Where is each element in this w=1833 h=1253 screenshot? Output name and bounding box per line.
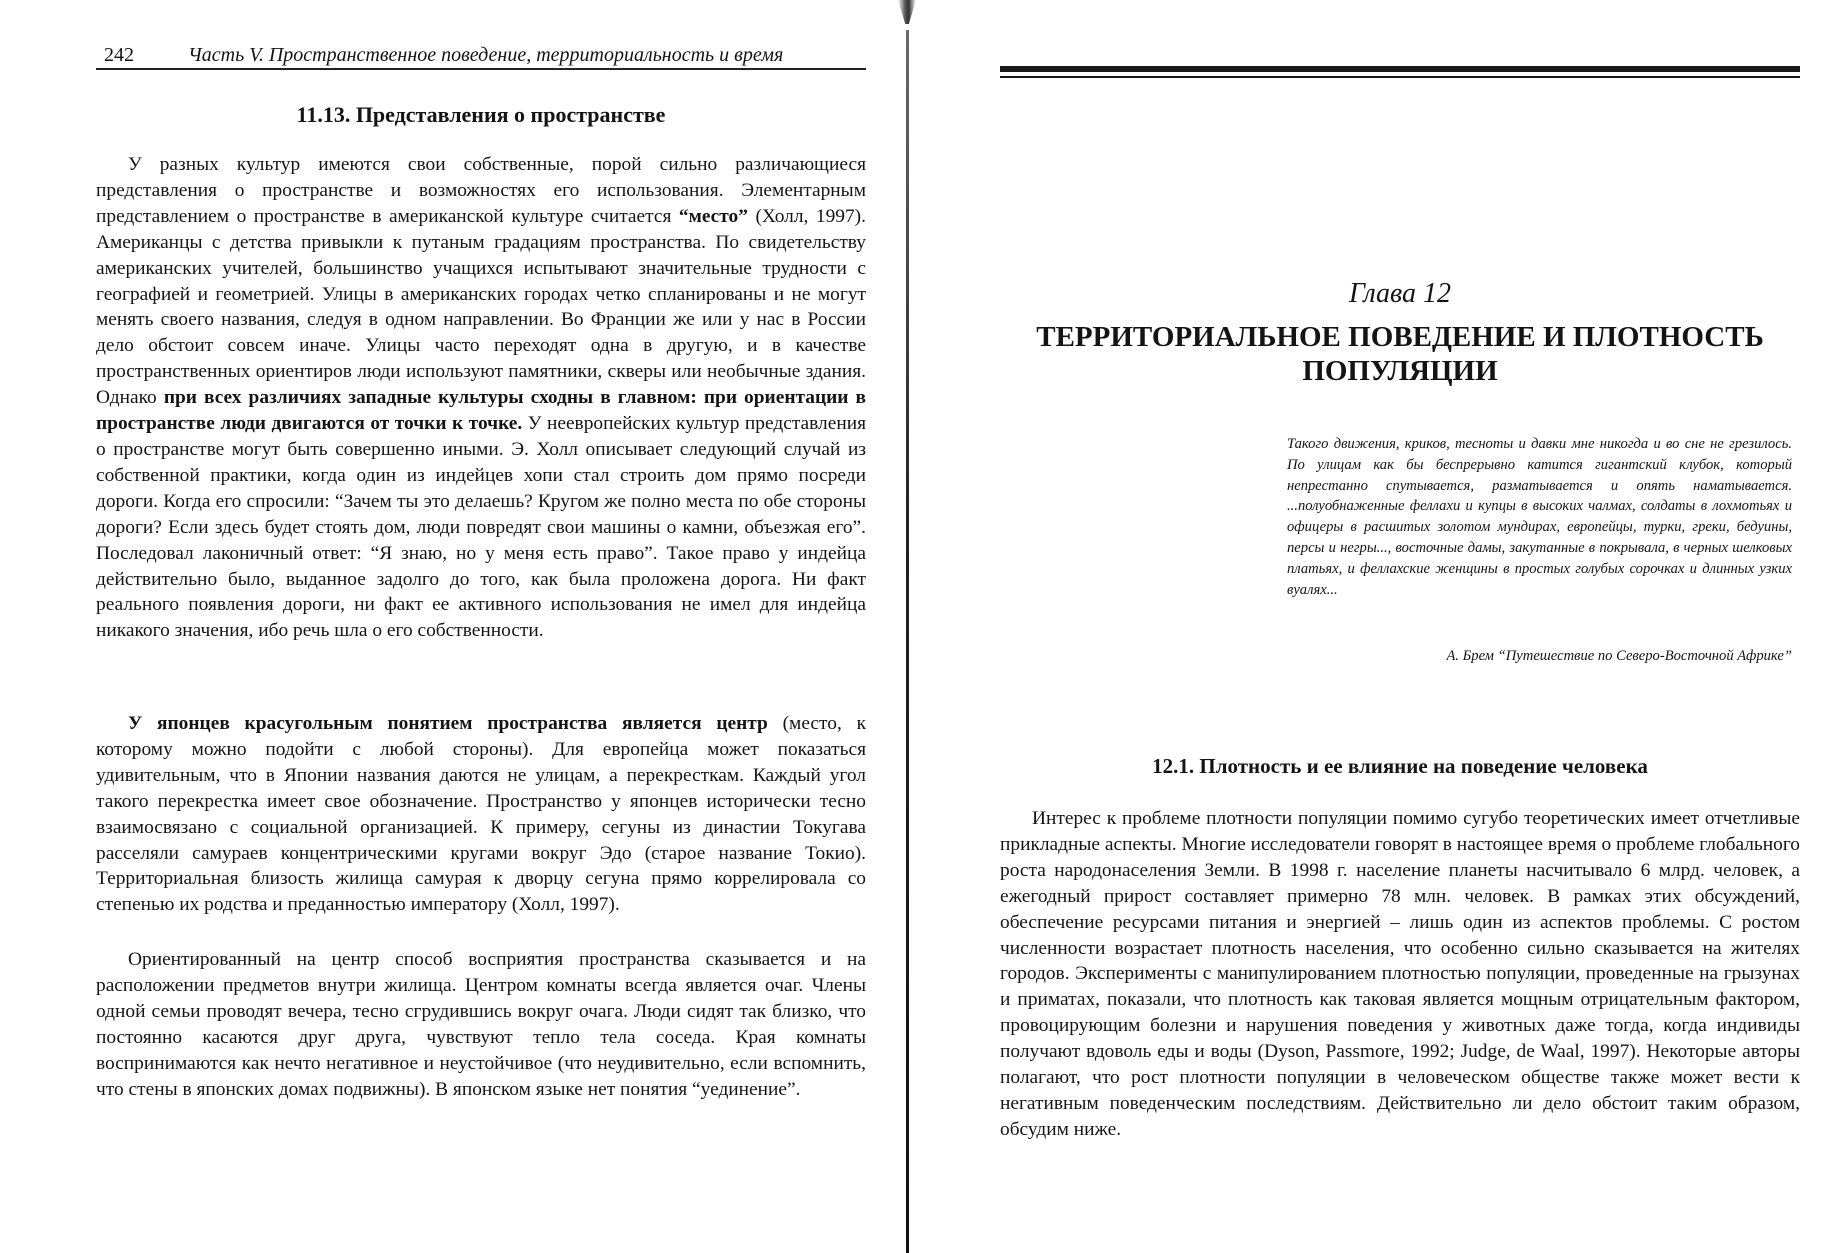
paragraph-text: (Холл, 1997). Американцы с детства привыкли к путаным градациям пространства. По свидетельству американских учителей, большинство учащихся испытывают значительные трудности с географией и геометрией. Улицы в американских городах четко спланированы и не могут менять своего названия, следуя в одном направлении. Во Франции же или у нас в России дело обстоит совсем иначе. Улицы часто переходят одна в другую, и в качестве пространственных ориентиров люди используют памятники, скверы или необычные здания. Однако: [96, 205, 866, 409]
bold-statement: при всех различиях западные культуры сходны в главном: при ориентации в пространстве люди двигаются от точки к точке.: [96, 387, 867, 435]
running-header-title: Часть V. Пространственное поведение, территориальность и время: [188, 44, 784, 66]
epigraph: Такого движения, криков, тесноты и давки мне никогда и во сне не грезилось. По улицам как бы беспрерывно катится гигантский клубок, который непрестанно спутывается, разматывается и опять наматывается. ...полуобнаженные феллахи и купцы в высоких чалмах, солдаты в лохмотьях и офицеры в расшитых золотом мундирах, европейцы, турки, греки, бедуины, персы и негры..., восточные дамы, закутанные в покрывала, в черных шелковых платьях, и феллахские женщины в простых голубых сорочках и длинных узких вуалях...: [1287, 436, 1792, 598]
running-header: [96, 42, 866, 70]
left-page: [0, 0, 905, 1253]
book-spine-gutter: [906, 30, 909, 1253]
body-paragraph-1: [96, 152, 866, 644]
epigraph-source: А. Брем “Путешествие по Северо-Восточной Африке”: [1446, 648, 1792, 664]
body-paragraph-2: [96, 711, 866, 918]
paragraph-text: У неевропейских культур представления о пространстве могут быть совершенно иными. Э. Холл описывает следующий случай из собственной практики, когда один из индейцев хопи стал строить дом прямо посреди дороги. Когда его спросили: “Зачем ты это делаешь? Кругом же полно места по обе стороны дороги? Если здесь будет стоять дом, люди повредят свои машины о камни, объезжая его”. Последовал лаконичный ответ: “Я знаю, но у меня есть право”. Такое право у индейца действительно было, выданное задолго до того, как была проложена дорога. Ни факт реального появления дороги, ни факт ее активного использования не имел для индейца никакого значения, ибо речь шла о его собственности.: [96, 413, 866, 642]
chapter-title-line-2: ПОПУЛЯЦИИ: [1302, 355, 1498, 387]
chapter-title-line-1: ТЕРРИТОРИАЛЬНОЕ ПОВЕДЕНИЕ И ПЛОТНОСТЬ: [1036, 321, 1764, 353]
top-rule-thin: [1000, 76, 1800, 78]
body-paragraph-3: Ориентированный на центр способ восприятия пространства сказывается и на расположении предметов внутри жилища. Центром комнаты всегда является очаг. Члены одной семьи проводят вечера, тесно сгрудившись вокруг очага. Люди сидят так близко, что постоянно касаются друг друга, чувствуют тепло тела соседа. Края комнаты воспринимаются как нечто негативное и неустойчивое (что неудивительно, если вспомнить, что стены в японских домах подвижны). В японском языке нет понятия “уединение”.: [96, 949, 866, 1100]
bold-term: “место”: [678, 205, 748, 227]
section-heading: 11.13. Представления о пространстве: [296, 102, 666, 127]
chapter-label: Глава 12: [1349, 278, 1451, 309]
page-number: 242: [104, 44, 134, 66]
bold-statement: У японцев красугольным понятием пространства является центр: [128, 713, 768, 734]
right-page: [915, 0, 1833, 1253]
chapter-title: [1000, 320, 1800, 388]
top-rule-thick: [1000, 66, 1800, 72]
paragraph-text: (место, к которому можно подойти с любой стороны). Для европейца может показаться удивительным, что в Японии названия даются не улицам, а перекресткам. Каждый угол такого перекрестка имеет свое обозначение. Пространство у японцев исторически тесно взаимосвязано с социальной организацией. К примеру, сегуны из династии Токугава расселяли самураев концентрическими кругами вокруг Эдо (старое название Токио). Территориальная близость жилища самурая к дворцу сегуна прямо коррелировала со степенью их родства и преданностью императору (Холл, 1997).: [96, 713, 866, 916]
paragraph-text: У разных культур имеются свои собственные, порой сильно различающиеся представления о пространстве и возможностях его использования. Элементарным представлением о пространстве в американской культуре считается: [96, 154, 866, 227]
section-heading: 12.1. Плотность и ее влияние на поведение человека: [1152, 754, 1648, 778]
body-paragraph-1: Интерес к проблеме плотности популяции помимо сугубо теоретических имеет отчетливые прикладные аспекты. Многие исследователи говорят в настоящее время о проблеме глобального роста народонаселения Земли. В 1998 г. население планеты насчитывало 6 млрд. человек, а ежегодный прирост составляет примерно 78 млн. человек. В рамках этих обсуждений, обеспечение ресурсами питания и энергией – лишь один из аспектов проблемы. С ростом численности возрастает плотность населения, что особенно сильно сказывается на жителях городов. Эксперименты с манипулированием плотностью популяции, проведенные на грызунах и приматах, показали, что плотность как таковая является мощным отрицательным фактором, провоцирующим болезни и нарушения поведения у животных даже тогда, когда индивиды получают вдоволь еды и воды (Dyson, Passmore, 1992; Judge, de Waal, 1997). Некоторые авторы полагают, что рост плотности популяции в человеческом обществе также может вести к негативным поведенческим последствиям. Действительно ли дело обстоит таким образом, обсудим ниже.: [1000, 808, 1800, 1140]
